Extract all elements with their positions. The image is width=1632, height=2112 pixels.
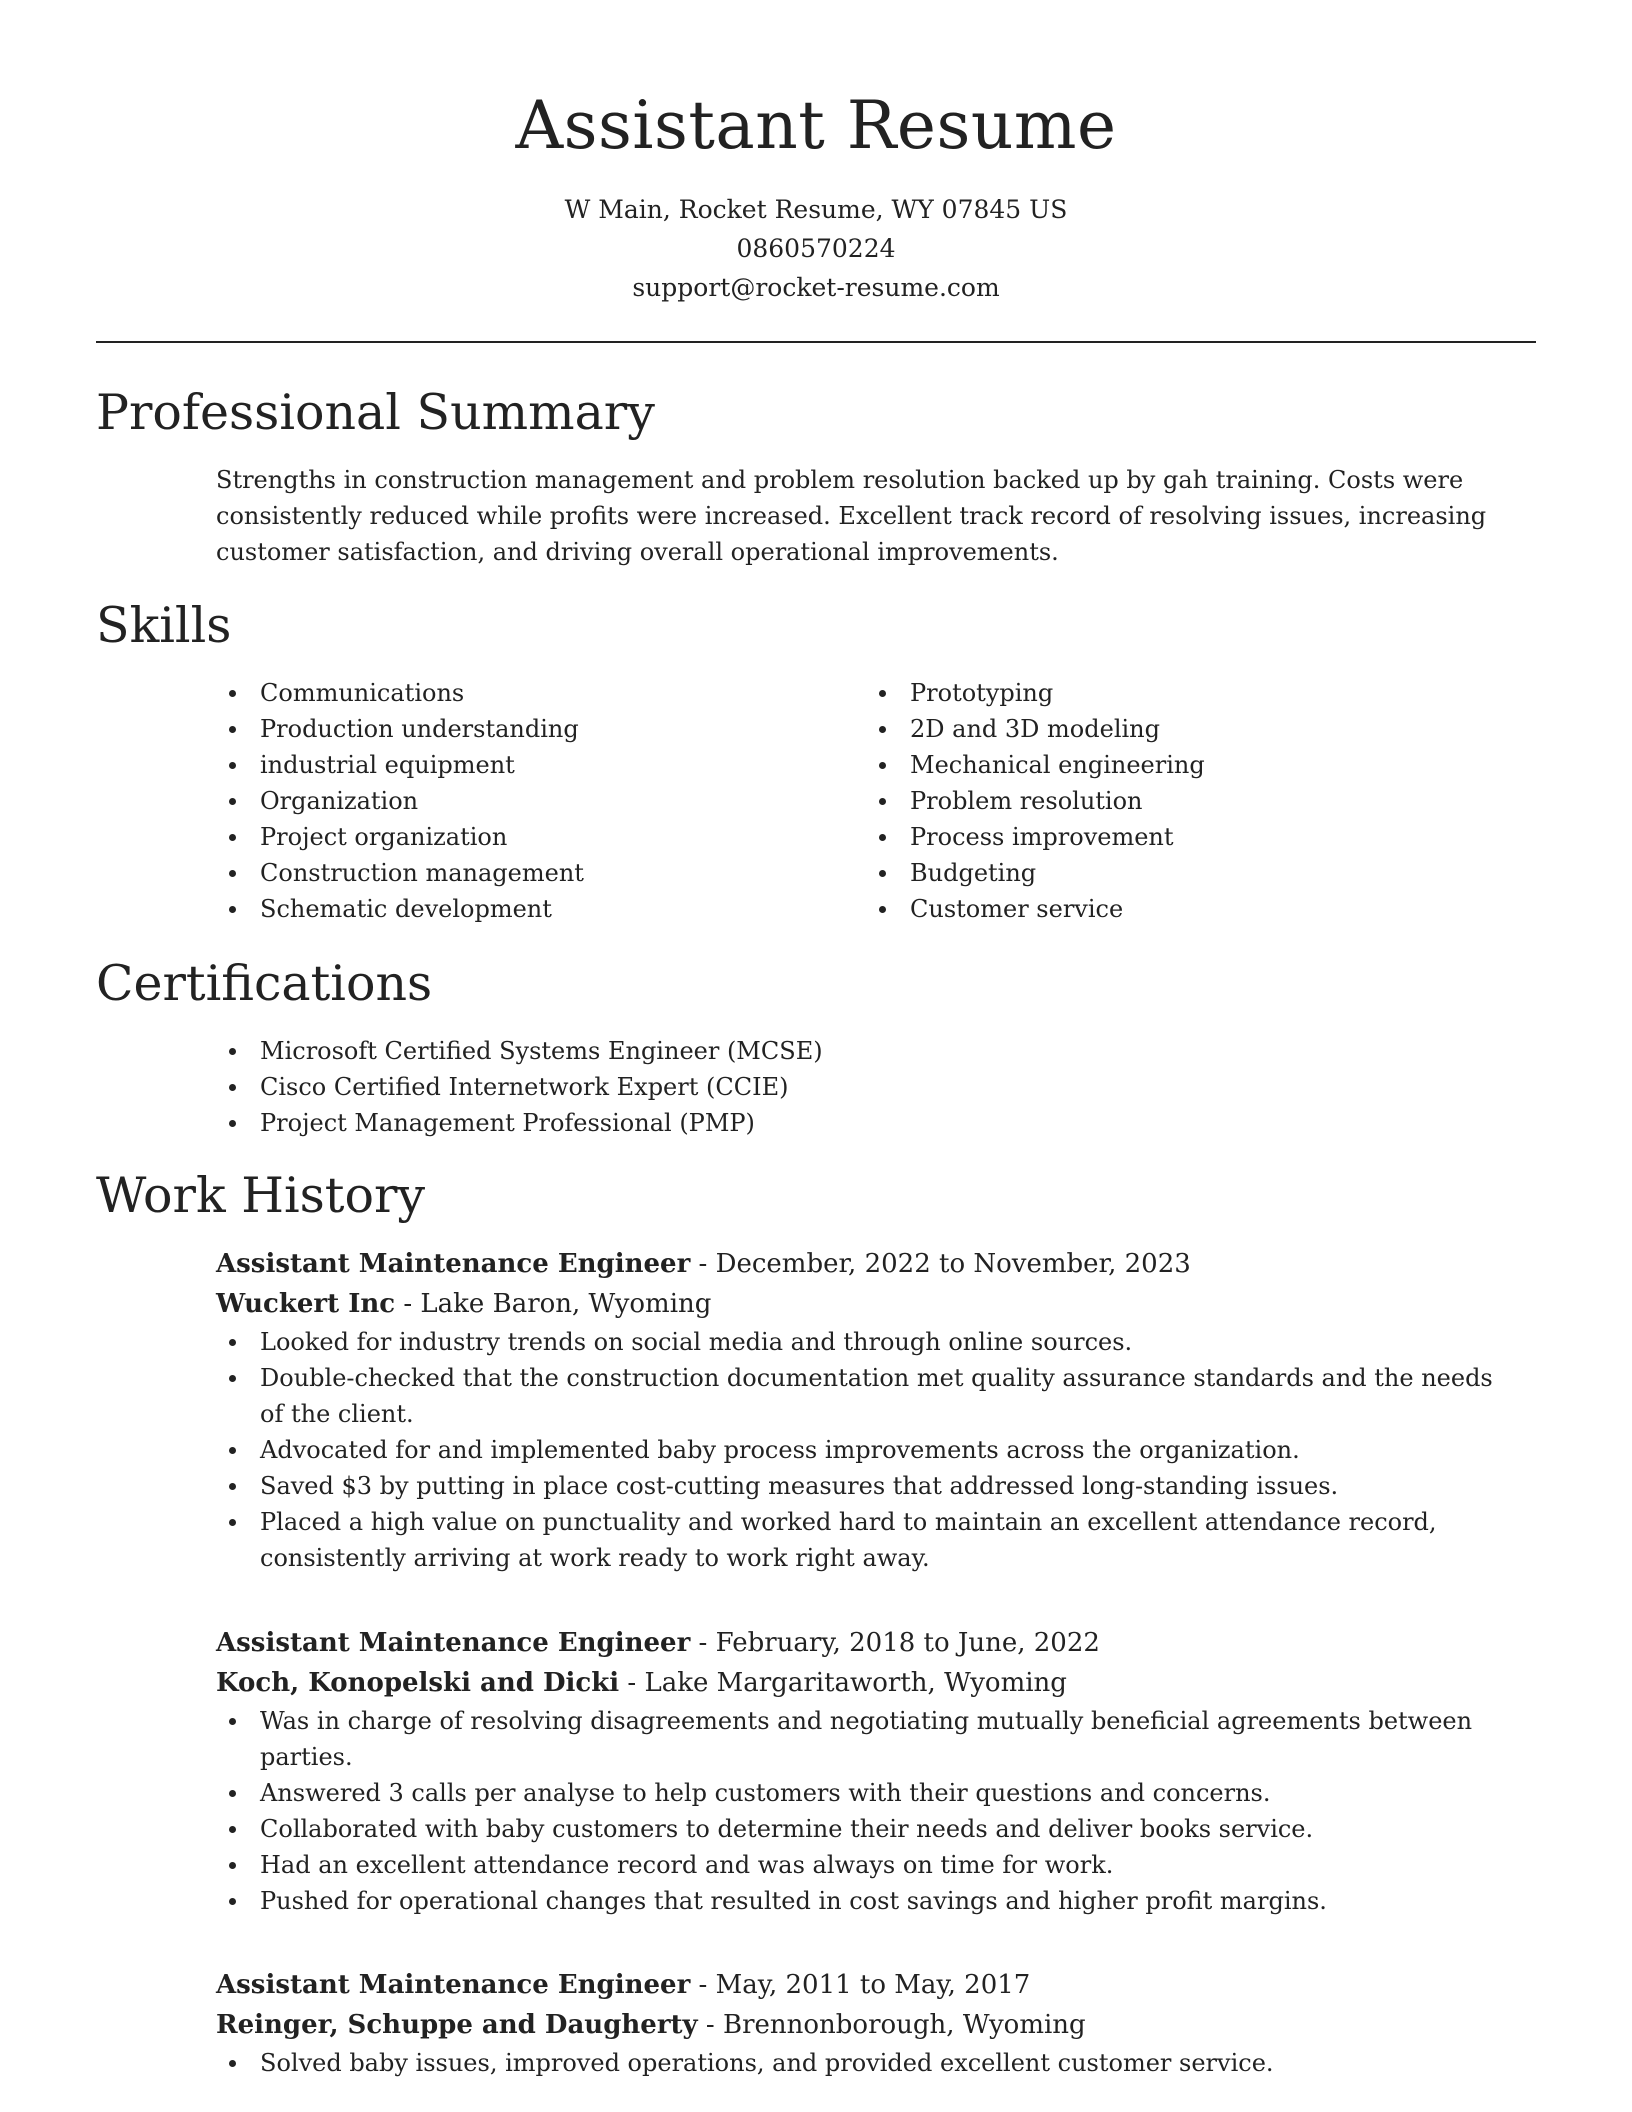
certification-item: Cisco Certified Internetwork Expert (CCIE) xyxy=(216,1069,1506,1105)
job-duty-item: Looked for industry trends on social media and through online sources. xyxy=(216,1324,1506,1360)
work-history-heading: Work History xyxy=(96,1167,426,1224)
skills-heading: Skills xyxy=(96,597,232,654)
skill-item: industrial equipment xyxy=(216,747,856,783)
resume-header xyxy=(0,84,1632,307)
job-duties-list xyxy=(216,2045,1506,2081)
contact-block xyxy=(0,190,1632,307)
job-dates: - December, 2022 to November, 2023 xyxy=(690,1249,1191,1279)
job-company-line xyxy=(216,2005,1506,2045)
job-location: - Brennonborough, Wyoming xyxy=(697,2010,1086,2040)
job-duty-item: Collaborated with baby customers to determine their needs and deliver books service. xyxy=(216,1811,1506,1847)
job-company-line xyxy=(216,1663,1506,1703)
certification-item: Project Management Professional (PMP) xyxy=(216,1105,1506,1141)
skill-item: Schematic development xyxy=(216,891,856,927)
job-duty-item: Saved $3 by putting in place cost-cutting measures that addressed long-standing issues. xyxy=(216,1468,1506,1504)
certifications-list xyxy=(216,1033,1506,1141)
job-company: Koch, Konopelski and Dicki xyxy=(216,1668,620,1698)
job-title-line xyxy=(216,1244,1506,1284)
job-role: Assistant Maintenance Engineer xyxy=(216,1249,691,1279)
job-dates: - May, 2011 to May, 2017 xyxy=(690,1970,1031,2000)
job-title-line xyxy=(216,1965,1506,2005)
job-company: Reinger, Schuppe and Daugherty xyxy=(216,2010,698,2040)
skill-item: Project organization xyxy=(216,819,856,855)
job-dates: - February, 2018 to June, 2022 xyxy=(690,1628,1100,1658)
contact-email: support@rocket-resume.com xyxy=(632,273,1000,302)
skill-item: Prototyping xyxy=(866,675,1506,711)
job-entry xyxy=(216,1623,1506,1919)
job-duty-item: Placed a high value on punctuality and worked hard to maintain an excellent attendance record, consistently arriving at work ready to work right away. xyxy=(216,1504,1506,1576)
resume-title: Assistant Resume xyxy=(515,87,1117,164)
job-duties-list xyxy=(216,1324,1506,1576)
certification-item: Microsoft Certified Systems Engineer (MCSE) xyxy=(216,1033,1506,1069)
skills-list-left xyxy=(216,675,856,927)
job-duty-item: Had an excellent attendance record and was always on time for work. xyxy=(216,1847,1506,1883)
summary-heading: Professional Summary xyxy=(96,384,655,441)
skill-item: Organization xyxy=(216,783,856,819)
job-location: - Lake Baron, Wyoming xyxy=(395,1289,712,1319)
skill-item: Production understanding xyxy=(216,711,856,747)
job-duty-item: Advocated for and implemented baby process improvements across the organization. xyxy=(216,1432,1506,1468)
job-duty-item: Double-checked that the construction documentation met quality assurance standards and the needs of the client. xyxy=(216,1360,1506,1432)
job-location: - Lake Margaritaworth, Wyoming xyxy=(619,1668,1067,1698)
skill-item: Mechanical engineering xyxy=(866,747,1506,783)
certifications-heading: Certifications xyxy=(96,955,433,1012)
contact-phone: 0860570224 xyxy=(736,234,896,263)
job-duty-item: Solved baby issues, improved operations, and provided excellent customer service. xyxy=(216,2045,1506,2081)
job-duties-list xyxy=(216,1703,1506,1919)
header-divider xyxy=(96,341,1536,343)
contact-address: W Main, Rocket Resume, WY 07845 US xyxy=(564,195,1068,224)
job-entry xyxy=(216,1244,1506,1576)
job-duty-item: Answered 3 calls per analyse to help customers with their questions and concerns. xyxy=(216,1775,1506,1811)
job-duty-item: Was in charge of resolving disagreements and negotiating mutually beneficial agreements between parties. xyxy=(216,1703,1506,1775)
skill-item: Communications xyxy=(216,675,856,711)
skill-item: Process improvement xyxy=(866,819,1506,855)
job-company-line xyxy=(216,1284,1506,1324)
skill-item: 2D and 3D modeling xyxy=(866,711,1506,747)
job-duty-item: Pushed for operational changes that resulted in cost savings and higher profit margins. xyxy=(216,1883,1506,1919)
skill-item: Customer service xyxy=(866,891,1506,927)
job-title-line xyxy=(216,1623,1506,1663)
skills-list-right xyxy=(866,675,1506,927)
skill-item: Problem resolution xyxy=(866,783,1506,819)
job-company: Wuckert Inc xyxy=(216,1289,396,1319)
skill-item: Budgeting xyxy=(866,855,1506,891)
job-role: Assistant Maintenance Engineer xyxy=(216,1628,691,1658)
job-entry xyxy=(216,1965,1506,2081)
job-role: Assistant Maintenance Engineer xyxy=(216,1970,691,2000)
summary-text: Strengths in construction management and problem resolution backed up by gah training. Costs were consistently reduced while profits were increased. Excellent track record of resolving issues, increasing customer satisfaction, and driving overall operational improvements. xyxy=(216,466,1487,566)
skill-item: Construction management xyxy=(216,855,856,891)
